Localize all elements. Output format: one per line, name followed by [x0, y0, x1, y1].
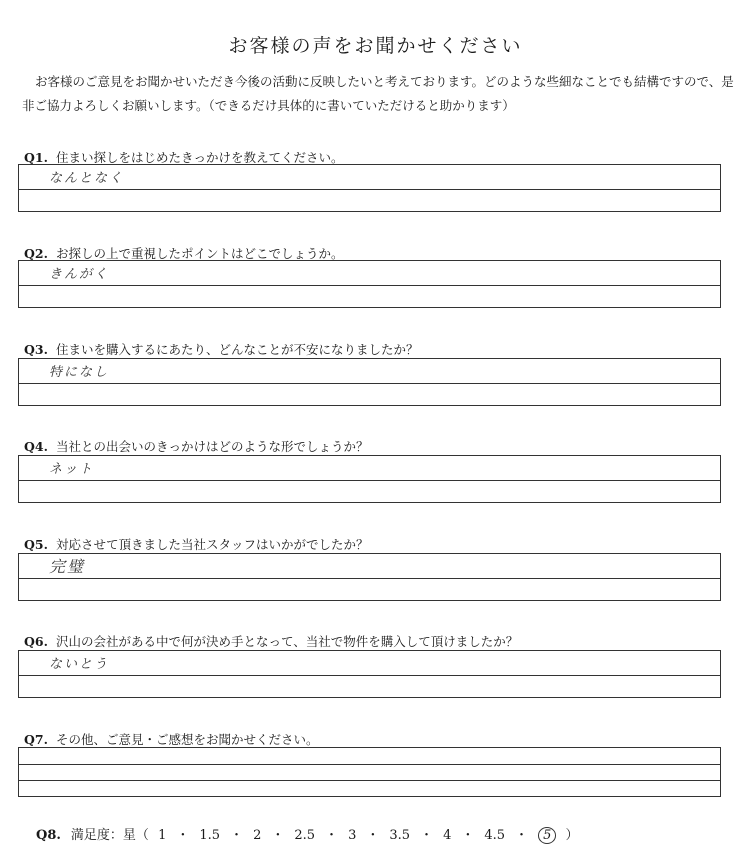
separator: ・ [420, 828, 434, 843]
question-number: Q6. [24, 634, 48, 649]
rating-option[interactable]: 3 [348, 828, 357, 843]
question-number: Q7. [24, 732, 48, 747]
question-number: Q1. [24, 150, 48, 165]
separator: ・ [366, 828, 380, 843]
separator: ・ [325, 828, 339, 843]
answer-box-3[interactable] [18, 358, 721, 406]
answer-text: きんがく [49, 267, 110, 282]
separator: ・ [176, 828, 190, 843]
question-3 [24, 340, 418, 358]
separator: ・ [461, 828, 475, 843]
separator: ・ [230, 828, 244, 843]
page-title: お客様の声をお聞かせください [228, 35, 523, 57]
separator: ・ [271, 828, 285, 843]
separator: ・ [515, 828, 529, 843]
question-6 [24, 632, 518, 650]
answer-box-2[interactable] [18, 260, 721, 308]
answer-text: ないとう [49, 657, 110, 672]
rating-option[interactable]: 4.5 [484, 828, 506, 843]
answer-box-4[interactable] [18, 455, 721, 503]
answer-box-1[interactable] [18, 164, 721, 212]
rating-option[interactable]: 1 [158, 828, 167, 843]
answer-box-7[interactable] [18, 747, 721, 797]
rating-option[interactable]: 4 [443, 828, 452, 843]
question-5 [24, 535, 368, 553]
answer-box-6[interactable] [18, 650, 721, 698]
rating-option[interactable]: 2.5 [294, 828, 316, 843]
intro-text: お客様のご意見をお聞かせいただき今後の活動に反映したいと考えております。どのような些細なことでも結構ですので、是非ご協力よろしくお願いします。（できるだけ具体的に書いていただけると助かります） [22, 74, 734, 113]
question-text: 住まい探しをはじめたきっかけを教えてください。 [55, 150, 344, 165]
question-text: お探しの上で重視したポイントはどこでしょうか。 [55, 246, 344, 261]
question-number: Q3. [24, 342, 48, 357]
rating-option[interactable]: 1.5 [199, 828, 221, 843]
question-number: Q4. [24, 439, 48, 454]
question-number: Q2. [24, 246, 48, 261]
question-8 [36, 824, 579, 844]
question-number: Q5. [24, 537, 48, 552]
closing-paren: ） [565, 828, 579, 843]
rating-scale [153, 828, 565, 843]
rating-option-selected[interactable]: 5 [538, 827, 556, 844]
rating-option[interactable]: 2 [253, 828, 262, 843]
rating-option[interactable]: 3.5 [389, 828, 411, 843]
question-7 [24, 730, 318, 748]
question-text: その他、ご意見・ご感想をお聞かせください。 [55, 732, 319, 747]
satisfaction-label: 満足度：星（ [70, 828, 149, 843]
answer-text: 完璧 [49, 557, 86, 576]
answer-text: なんとなく [49, 171, 125, 186]
question-number: Q8. [36, 828, 61, 843]
question-4 [24, 437, 368, 455]
answer-text: ネット [49, 462, 95, 477]
question-text: 沢山の会社がある中で何が決め手となって、当社で物件を購入して頂けましたか？ [55, 634, 519, 649]
question-text: 対応させて頂きました当社スタッフはいかがでしたか？ [55, 537, 369, 552]
answer-text: 特になし [49, 365, 110, 380]
question-text: 当社との出会いのきっかけはどのような形でしょうか？ [55, 439, 369, 454]
answer-box-5[interactable] [18, 553, 721, 601]
question-text: 住まいを購入するにあたり、どんなことが不安になりましたか？ [55, 342, 419, 357]
